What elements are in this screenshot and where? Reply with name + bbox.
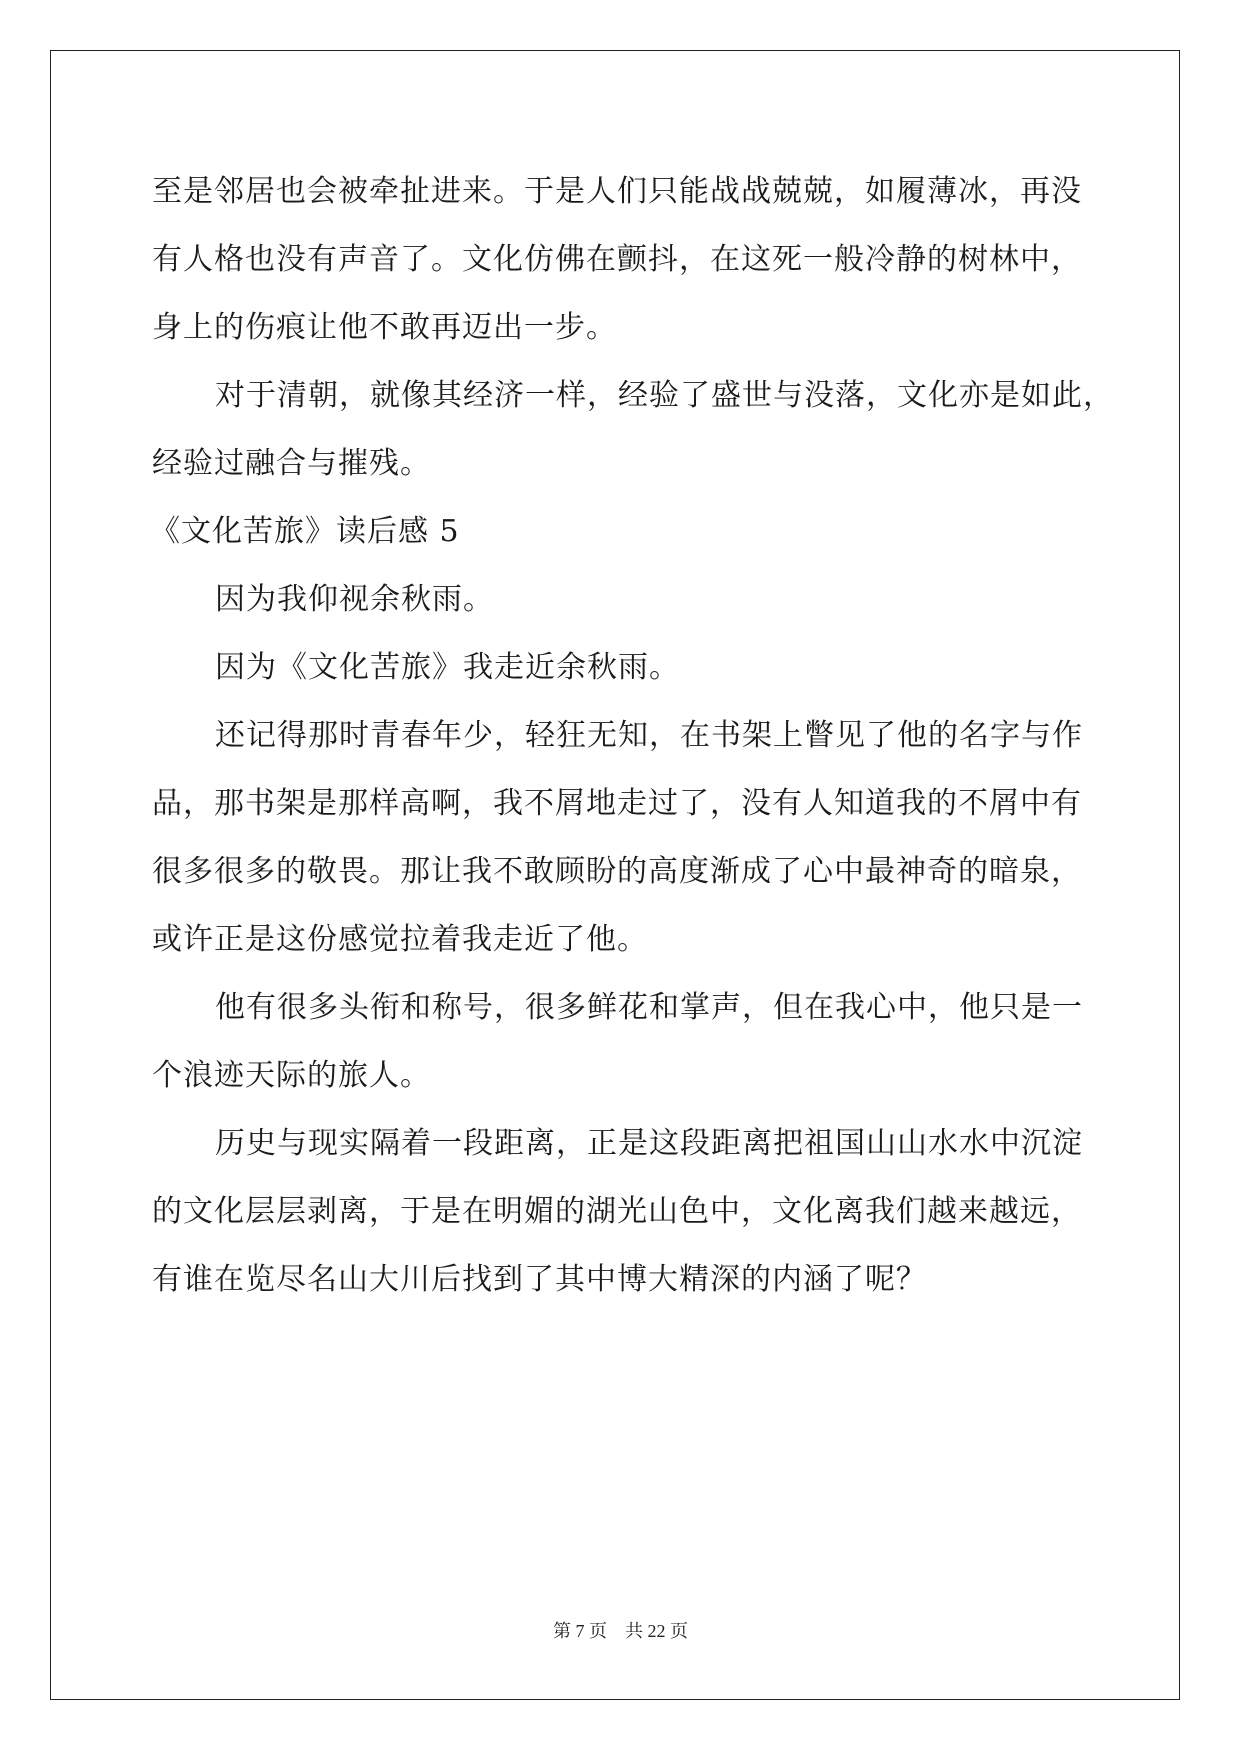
- text-line: 他有很多头衔和称号，很多鲜花和掌声，但在我心中，他只是一: [215, 990, 1083, 1025]
- text-line: 的文化层层剥离，于是在明媚的湖光山色中，文化离我们越来越远，: [152, 1194, 1082, 1229]
- text-line: 个浪迹天际的旅人。: [152, 1058, 431, 1093]
- page-number: 第 7 页 共 22 页: [553, 1621, 688, 1641]
- text-line: 有谁在览尽名山大川后找到了其中博大精深的内涵了呢？: [152, 1262, 927, 1297]
- text-line: 或许正是这份感觉拉着我走近了他。: [152, 922, 648, 957]
- text-line: 经验过融合与摧残。: [152, 446, 431, 481]
- text-line: 历史与现实隔着一段距离，正是这段距离把祖国山山水水中沉淀: [215, 1126, 1083, 1161]
- text-line: 很多很多的敬畏。那让我不敢顾盼的高度渐成了心中最神奇的暗泉，: [152, 854, 1082, 889]
- text-line: 因为《文化苦旅》我走近余秋雨。: [215, 650, 680, 685]
- text-line: 因为我仰视余秋雨。: [215, 582, 494, 617]
- text-line: 有人格也没有声音了。文化仿佛在颤抖，在这死一般冷静的树林中，: [152, 242, 1082, 277]
- text-line: 还记得那时青春年少，轻狂无知，在书架上瞥见了他的名字与作: [215, 718, 1083, 753]
- text-line: 品，那书架是那样高啊，我不屑地走过了，没有人知道我的不屑中有: [152, 786, 1082, 821]
- section-heading: 《文化苦旅》读后感 5: [150, 514, 460, 549]
- text-line: 身上的伤痕让他不敢再迈出一步。: [152, 310, 617, 345]
- text-line: 对于清朝，就像其经济一样，经验了盛世与没落，文化亦是如此，: [215, 378, 1114, 413]
- text-line: 至是邻居也会被牵扯进来。于是人们只能战战兢兢，如履薄冰，再没: [152, 174, 1082, 209]
